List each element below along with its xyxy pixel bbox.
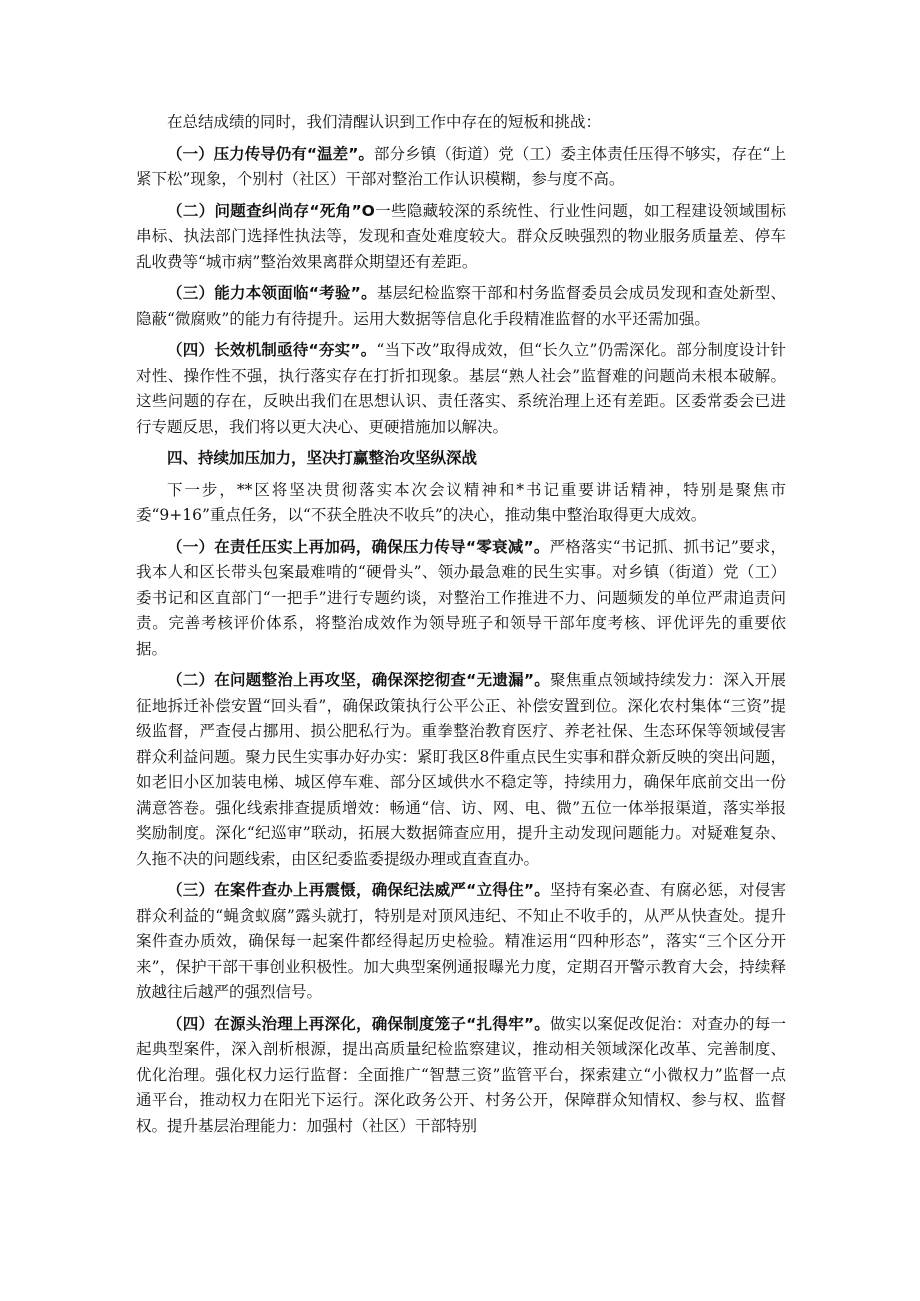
problem-title: （一）压力传导仍有“温差”。 <box>167 144 374 163</box>
problem-title: （二）问题查纠尚存“死角”O <box>167 201 375 220</box>
measure-text: 聚焦重点领域持续发力：深入开展征地拆迁补偿安置“回头看”，确保政策执行公平公正、补偿安置到位。深化农村集体“三资”提级监督，严查侵占挪用、损公肥私行为。重拳整治教育医疗、养老社保、生态环保等领域侵害群众利益问题。聚力民生实事办好办实：紧盯我区8件重点民生实事和群众新反映的突出问题，如老旧小区加装电梯、城区停车难、部分区域供水不稳定等，持续用力，确保年底前交出一份满意答卷。强化线索排查提质增效：畅通“信、访、网、电、微”五位一体举报渠道，落实举报奖励制度。深化“纪巡审”联动，拓展大数据筛查应用，提升主动发现问题能力。对疑难复杂、久拖不决的问题线索，由区纪委监委提级办理或直查直办。 <box>136 671 786 868</box>
problem-paragraph-4 <box>136 338 786 440</box>
section-intro: 下一步，**区将坚决贯彻落实本次会议精神和*书记重要讲话精神，特别是聚焦市委“9+16”重点任务，以“不获全胜决不收兵”的决心，推动集中整治取得更大成效。 <box>136 480 786 524</box>
measure-paragraph-4 <box>136 1012 786 1140</box>
problem-text: 部分乡镇（街道）党（工）委主体责任压得不够实，存在“上紧下松”现象，个别村（社区）干部对整治工作认识模糊，参与度不高。 <box>136 144 786 188</box>
measure-title: （二）在问题整治上再攻坚，确保深挖彻查“无遗漏”。 <box>167 671 551 689</box>
problem-text: 基层纪检监察干部和村务监督委员会成员发现和查处新型、隐蔽“微腐败”的能力有待提升。运用大数据等信息化手段精准监督的水平还需加强。 <box>136 284 786 328</box>
measure-title: （三）在案件查办上再震慑，确保纪法威严“立得住”。 <box>167 881 551 899</box>
measure-paragraph-1 <box>136 535 786 663</box>
problem-paragraph-1 <box>136 142 786 193</box>
measure-text: 坚持有案必查、有腐必惩，对侵害群众利益的“蝇贪蚁腐”露头就打，特别是对顶风违纪、不知止不收手的，从严从快查处。提升案件查办质效，确保每一起案件都经得起历史检验。精准运用“四种形态”，落实“三个区分开来”，保护干部干事创业积极性。加大典型案例通报曝光力度，定期召开警示教育大会，持续释放越往后越严的强烈信号。 <box>136 881 786 1001</box>
problem-title: （四）长效机制亟待“夯实”。 <box>167 341 377 359</box>
measure-title: （一）在责任压实上再加码，确保压力传导“零衰减”。 <box>167 537 550 556</box>
problem-text: “当下改”取得成效，但“长久立”仍需深化。部分制度设计针对性、操作性不强，执行落实存在打折扣现象。基层“熟人社会”监督难的问题尚未根本破解。这些问题的存在，反映出我们在思想认识、责任落实、系统治理上还有差距。区委常委会已进行专题反思，我们将以更大决心、更硬措施加以解决。 <box>136 341 786 436</box>
problem-paragraph-3 <box>136 281 786 332</box>
problem-title: （三）能力本领面临“考验”。 <box>167 284 377 302</box>
measure-paragraph-3 <box>136 878 786 1006</box>
measure-text: 做实以案促改促治：对查办的每一起典型案件，深入剖析根源，提出高质量纪检监察建议，推动相关领域深化改革、完善制度、优化治理。强化权力运行监督：全面推广“智慧三资”监管平台，探索建立“小微权力”监督一点通平台，推动权力在阳光下运行。深化政务公开、村务公开，保障群众知情权、参与权、监督权。提升基层治理能力：加强村（社区）干部特别 <box>136 1014 786 1135</box>
problem-paragraph-2 <box>136 199 786 276</box>
problem-text: 一些隐藏较深的系统性、行业性问题，如工程建设领域围标串标、执法部门选择性执法等，发现和查处难度较大。群众反映强烈的物业服务质量差、停车乱收费等“城市病”整治效果离群众期望还有差距。 <box>136 201 786 271</box>
measure-title: （四）在源头治理上再深化，确保制度笼子“扎得牢”。 <box>167 1014 551 1033</box>
measure-paragraph-2 <box>136 668 786 872</box>
intro-paragraph: 在总结成绩的同时，我们清醒认识到工作中存在的短板和挑战： <box>167 113 602 131</box>
measure-text: 严格落实“书记抓、抓书记”要求，我本人和区长带头包案最难啃的“硬骨头”、领办最急难的民生实事。对乡镇（街道）党（工）委书记和区直部门“一把手”进行专题约谈，对整治工作推进不力、问题频发的单位严肃追责问责。完善考核评价体系，将整治成效作为领导班子和领导干部年度考核、评优评先的重要依据。 <box>136 537 786 658</box>
section-heading: 四、持续加压加力，坚决打赢整治攻坚纵深战 <box>167 449 478 467</box>
document-body <box>136 110 786 1145</box>
